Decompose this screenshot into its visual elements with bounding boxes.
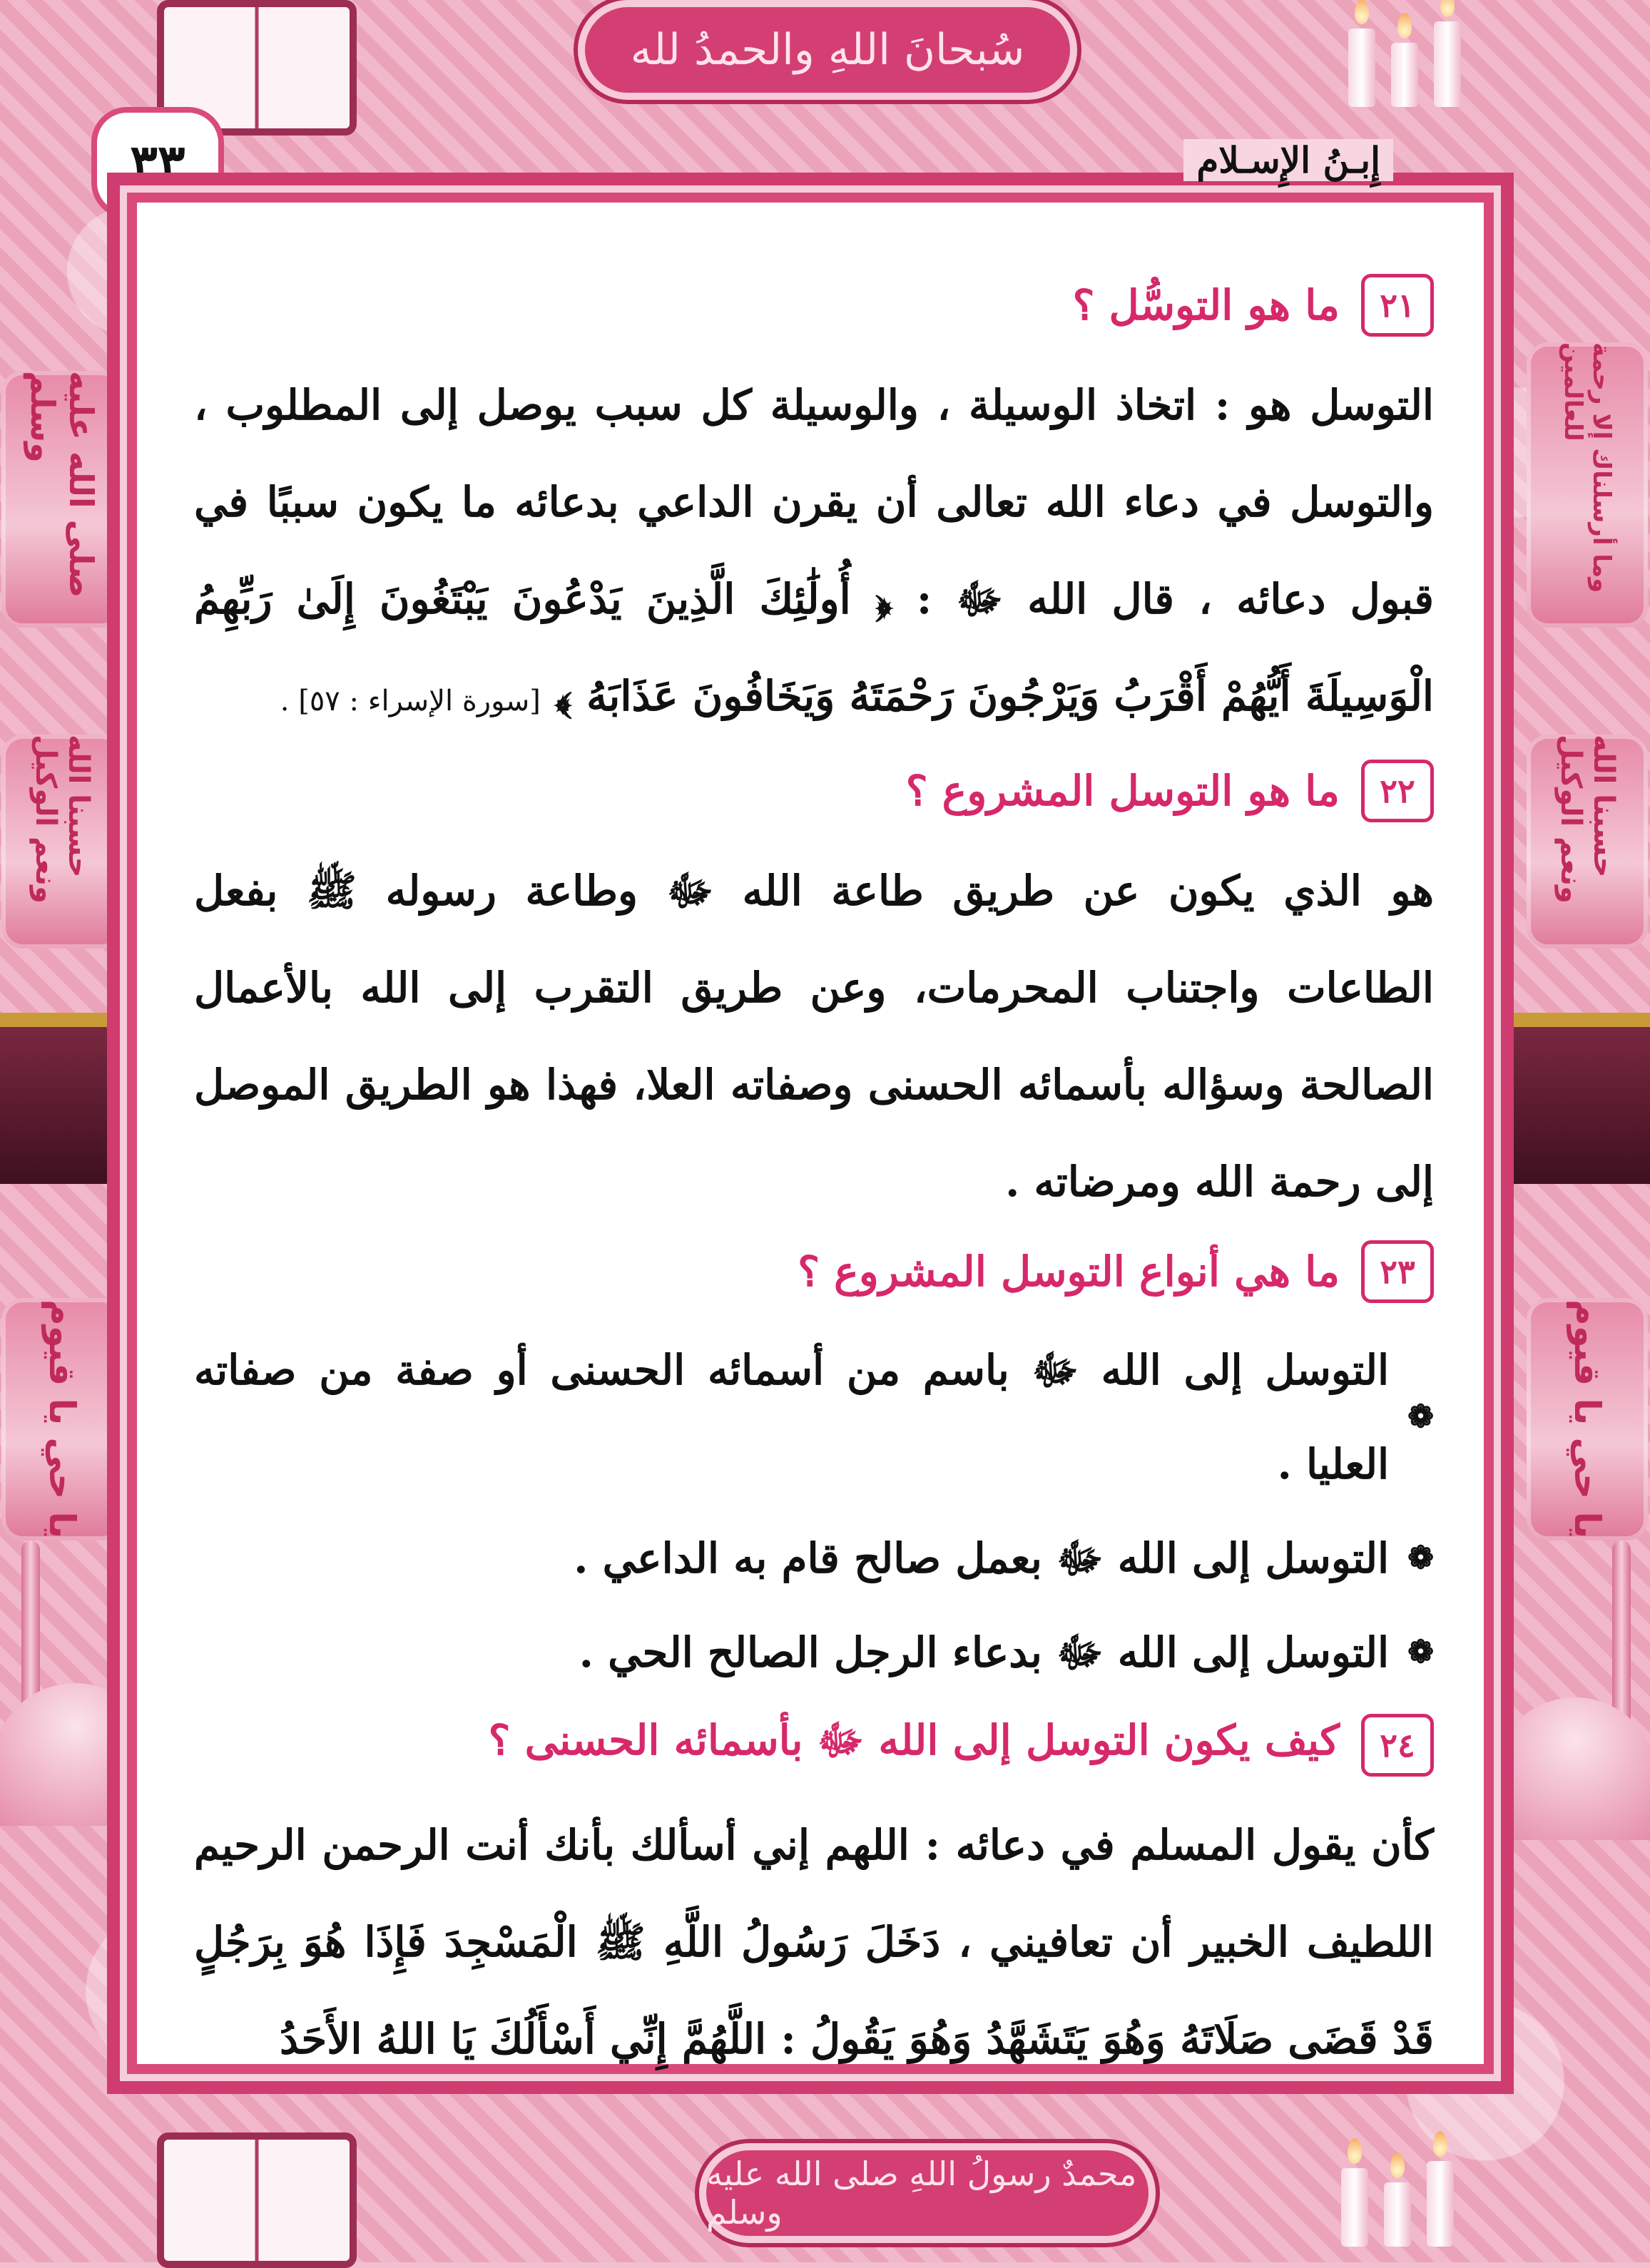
right-calligraphy-panel-top: وما أرسلناك إلا رحمة للعالمين	[1527, 342, 1648, 628]
question-title: ما هو التوسُّل ؟	[1072, 281, 1340, 330]
answer-paragraph: التوسل هو : اتخاذ الوسيلة ، والوسيلة كل سبب يوصل إلى المطلوب ، والتوسل في دعاء الله تعالى أن يقرن الداعي بدعائه ما يكون سببًا في قبول دعائه ، قال الله ﷻ : ﴿ أُولَٰئِكَ الَّذِينَ يَدْعُونَ يَبْتَغُونَ إِلَىٰ رَبِّهِمُ الْوَسِيلَةَ أَيُّهُمْ أَقْرَبُ وَيَرْجُونَ رَحْمَتَهُ وَيَخَافُونَ عَذَابَهُ ﴾ [سورة الإسراء : ٥٧] .	[194, 381, 1434, 720]
question-number-badge: ٢٣	[1361, 1240, 1434, 1303]
list-item: ❁ التوسل إلى الله ﷻ بعمل صالح قام به الداعي .	[194, 1511, 1434, 1605]
question-heading	[194, 760, 1434, 822]
flower-bullet-icon: ❁	[1407, 1399, 1434, 1435]
left-calligraphy-panel-low: يا حي يا قيوم	[1, 1298, 123, 1541]
right-calligraphy-panel-low: يا حي يا قيوم	[1527, 1298, 1648, 1541]
answer-paragraph: هو الذي يكون عن طريق طاعة الله ﷻ وطاعة رسوله ﷺ بفعل الطاعات واجتناب المحرمات، وعن طريق التقرب إلى الله بالأعمال الصالحة وسؤاله بأسمائه الحسنى وصفاته العلا، فهذا هو الطريق الموصل إلى رحمة الله ومرضاته .	[194, 867, 1434, 1206]
list-item: ❁ التوسل إلى الله ﷻ بدعاء الرجل الصالح الحي .	[194, 1605, 1434, 1700]
kaaba-image-left	[0, 1013, 143, 1184]
candle-icon	[1341, 2168, 1368, 2247]
candle-icon	[1384, 2182, 1411, 2247]
answer-paragraph: كأن يقول المسلم في دعائه : اللهم إني أسألك بأنك أنت الرحمن الرحيم اللطيف الخبير أن تعافيني ، دَخَلَ رَسُولُ اللَّهِ ﷺ الْمَسْجِدَ فَإِذَا هُوَ بِرَجُلٍ قَدْ قَضَى صَلَاتَهُ وَهُوَ يَتَشَهَّدُ وَهُوَ يَقُولُ : اللَّهُمَّ إِنِّي أَسْأَلُكَ يَا اللهُ الأَحَدُ	[194, 1821, 1434, 2063]
kaaba-image-right	[1507, 1013, 1650, 1184]
content-body	[194, 274, 1434, 2063]
question-number-badge: ٢١	[1361, 274, 1434, 337]
page-number-badge: ٣٣	[91, 107, 224, 218]
open-book-icon	[157, 2132, 357, 2268]
top-calligraphy-banner: سُبحانَ اللهِ والحمدُ لله	[585, 7, 1070, 93]
candle-icon	[1391, 43, 1418, 107]
question-title: ما هي أنواع التوسل المشروع ؟	[798, 1247, 1340, 1296]
candle-icon	[1348, 29, 1375, 107]
question-number-badge: ٢٤	[1361, 1714, 1434, 1777]
question-heading	[194, 274, 1434, 337]
types-list	[194, 1323, 1434, 1700]
content-frame	[127, 193, 1494, 2074]
bottom-calligraphy-banner: محمدٌ رسولُ اللهِ صلى الله عليه وسلم	[706, 2150, 1149, 2236]
book-title-header: إِبـنُ الإِسـلام	[1183, 139, 1393, 181]
flower-bullet-icon: ❁	[1407, 1634, 1434, 1670]
candle-icon	[1434, 21, 1461, 107]
candle-icon	[1427, 2161, 1454, 2247]
question-title: ما هو التوسل المشروع ؟	[905, 767, 1340, 815]
list-item: ❁ التوسل إلى الله ﷻ باسم من أسمائه الحسنى أو صفة من صفاته العليا .	[194, 1346, 1434, 1488]
right-calligraphy-panel-mid: حسبنا الله ونعم الوكيل	[1527, 735, 1648, 949]
question-heading	[194, 1240, 1434, 1303]
question-heading	[194, 1714, 1434, 1777]
quran-reference: [سورة الإسراء : ٥٧] .	[280, 685, 541, 717]
left-calligraphy-panel-mid: حسبنا الله ونعم الوكيل	[1, 735, 123, 949]
flower-bullet-icon: ❁	[1407, 1540, 1434, 1576]
left-calligraphy-panel-top: صلى الله عليه وسلم	[1, 371, 123, 628]
question-title: كيف يكون التوسل إلى الله ﷻ بأسمائه الحسنى ؟	[488, 1716, 1340, 1764]
question-number-badge: ٢٢	[1361, 760, 1434, 822]
